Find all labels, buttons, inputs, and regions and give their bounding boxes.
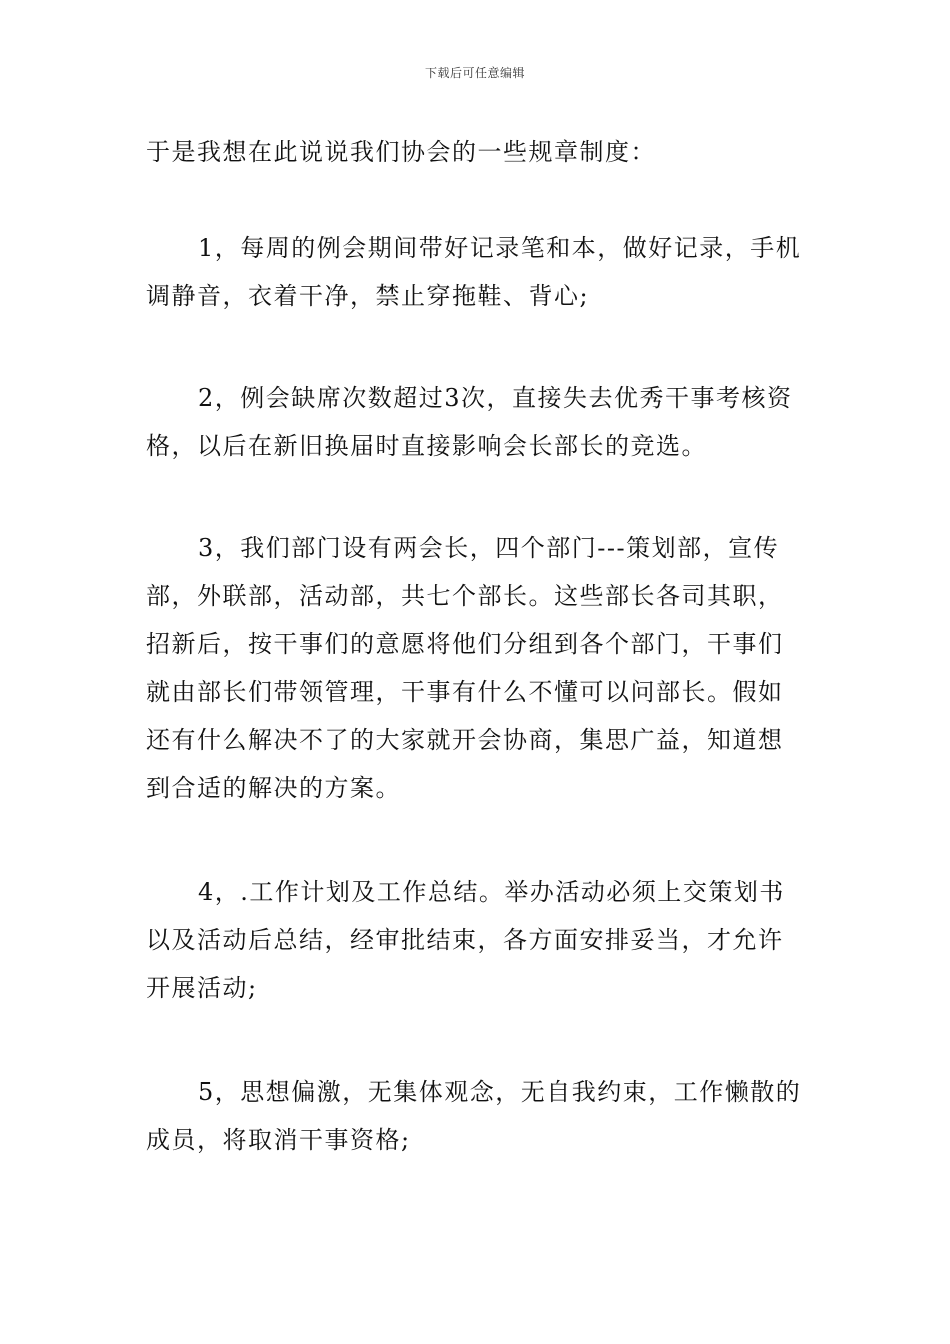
page-header: 下载后可任意编辑 bbox=[424, 66, 525, 80]
rule-item-5: 5，思想偏激，无集体观念，无自我约束，工作懒散的成员，将取消干事资格; bbox=[146, 1078, 802, 1154]
intro-paragraph: 于是我想在此说说我们协会的一些规章制度： bbox=[146, 138, 656, 166]
rule-item-3: 3，我们部门设有两会长，四个部门---策划部，宣传部，外联部，活动部，共七个部长。这些部长各司其职，招新后，按干事们的意愿将他们分组到各个部门，干事们就由部长们带领管理，干事有什么不懂可以问部长。假如还有什么解决不了的大家就开会协商，集思广益，知道想到合适的解决的方案。 bbox=[146, 534, 784, 802]
rule-item-2: 2，例会缺席次数超过3次，直接失去优秀干事考核资格，以后在新旧换届时直接影响会长部长的竞选。 bbox=[146, 384, 793, 460]
rule-item-1: 1，每周的例会期间带好记录笔和本，做好记录，手机调静音，衣着干净，禁止穿拖鞋、背心; bbox=[146, 234, 802, 310]
rule-item-4: 4，.工作计划及工作总结。举办活动必须上交策划书以及活动后总结，经审批结束，各方面安排妥当，才允许开展活动; bbox=[146, 878, 785, 1002]
